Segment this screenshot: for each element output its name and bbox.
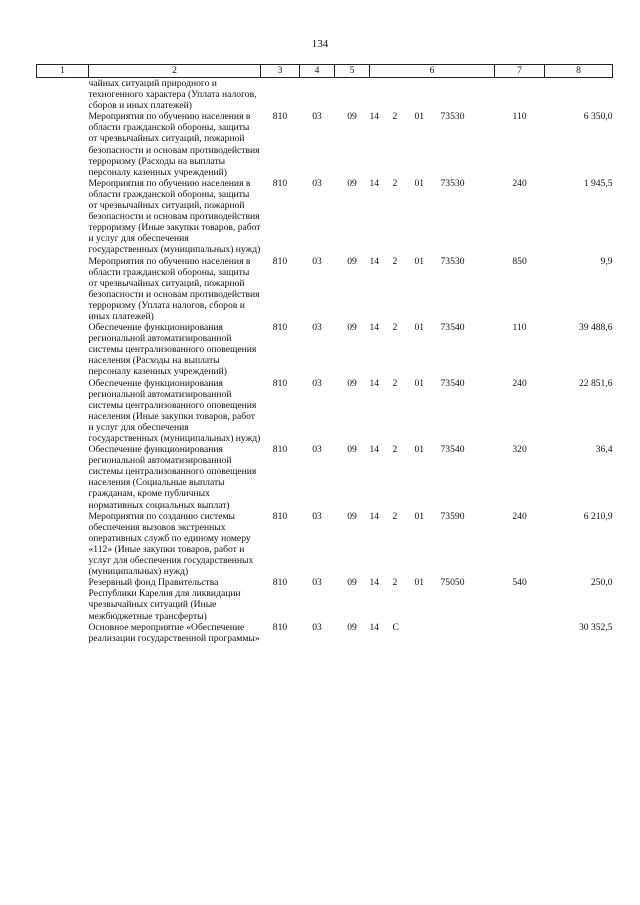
amount: 6 210,9 [583,510,613,522]
ministry-code: 810 [272,177,288,189]
section-code [300,78,335,112]
amount: 30 352,5 [578,621,613,633]
col-header-1: 1 [37,65,89,78]
row-description: Обеспечение функционирования региональной автоматизированной системы централизованного оповещения населения (Иные закупки товаров, работ и услуг для обеспечения государственных (муниципальных) нужд) [88,377,261,444]
table-row [37,78,613,112]
ministry-code [261,78,300,112]
table-body [37,78,613,644]
direction-code [441,78,495,112]
ministry-code: 810 [272,510,288,522]
direction-code: 73540 [440,377,465,389]
direction-code: 73590 [440,510,465,522]
row-description: Основное мероприятие «Обеспечение реализации государственной программы» [88,621,260,644]
table-row [37,256,613,323]
ministry-code: 810 [272,577,288,589]
subprogram-code [393,78,415,112]
section-code: 03 [312,377,322,389]
table-row [37,322,613,377]
expense-type-code: 110 [512,111,527,123]
amount: 22 851,6 [578,377,613,389]
subsection-code: 09 [347,621,357,633]
budget-table [36,64,613,644]
direction-code: 73540 [440,444,465,456]
expense-type-code: 850 [512,255,527,267]
direction-code [441,622,495,644]
row-description: Мероприятия по обучению населения в области гражданской обороны, защиты от чрезвычайных ситуаций, пожарной безопасности и основам противодействия терроризму (Уплата налогов, сборов и иных платежей) [88,255,260,322]
section-code: 03 [312,322,322,334]
subprogram-code: 2 [392,577,398,589]
row-description: чайных ситуаций природного и техногенного характера (Уплата налогов, сборов и иных платежей) [88,78,257,112]
subprogram-code: 2 [392,111,398,123]
amount: 9,9 [600,255,613,267]
row-description: Мероприятия по обучению населения в области гражданской обороны, защиты от чрезвычайных ситуаций, пожарной безопасности и основам противодействия терроризму (Расходы на выплаты персоналу казенных учреждений) [88,111,260,178]
table-row [37,577,613,621]
section-code: 03 [312,444,322,456]
subprogram-code: 2 [392,322,398,334]
program-code: 14 [369,255,380,267]
amount [545,78,613,112]
table-row [37,178,613,256]
subsection-code: 09 [347,377,357,389]
subsection-code [335,78,370,112]
program-code [370,78,393,112]
event-code: 01 [414,322,425,334]
subsection-code: 09 [347,177,357,189]
col-header-4: 4 [300,65,335,78]
direction-code: 73530 [440,255,465,267]
subsection-code: 09 [347,444,357,456]
row-description: Обеспечение функционирования региональной автоматизированной системы централизованного оповещения населения (Социальные выплаты гражданам, кроме публичных нормативных социальных выплат) [88,444,257,511]
subprogram-code: 2 [392,444,398,456]
program-code: 14 [369,322,380,334]
event-code: 01 [414,510,425,522]
col-header-2: 2 [89,65,261,78]
subprogram-code: 2 [392,377,398,389]
col-header-3: 3 [261,65,300,78]
ministry-code: 810 [272,322,288,334]
col-header-8: 8 [545,65,613,78]
col-header-7: 7 [495,65,545,78]
table-row [37,511,613,578]
direction-code: 73540 [440,322,465,334]
program-code: 14 [369,377,380,389]
expense-type-code: 540 [512,577,527,589]
subprogram-code: С [392,621,399,633]
subsection-code: 09 [347,255,357,267]
event-code: 01 [414,377,425,389]
expense-type-code: 240 [512,177,527,189]
ministry-code: 810 [272,444,288,456]
direction-code: 73530 [440,111,465,123]
expense-type-code [495,622,545,644]
expense-type-code: 240 [512,510,527,522]
event-code [415,622,441,644]
amount: 39 488,6 [578,322,613,334]
program-code: 14 [369,177,380,189]
row-description: Обеспечение функционирования региональной автоматизированной системы централизованного оповещения населения (Расходы на выплаты персоналу казенных учреждений) [88,322,257,378]
subsection-code: 09 [347,510,357,522]
page-number: 134 [311,38,329,50]
section-code: 03 [312,621,322,633]
event-code: 01 [414,111,425,123]
event-code: 01 [414,255,425,267]
row-description: Мероприятия по созданию системы обеспечения вызовов экстренных оперативных служб по единому номеру «112» (Иные закупки товаров, работ и услуг для обеспечения государственных (муниципальных) нужд) [88,510,254,578]
ministry-code: 810 [272,377,288,389]
event-code: 01 [414,177,425,189]
subprogram-code: 2 [392,255,398,267]
program-code: 14 [369,444,380,456]
row-description: Мероприятия по обучению населения в области гражданской обороны, защиты от чрезвычайных ситуаций, пожарной безопасности и основам противодействия терроризму (Иные закупки товаров, работ и услуг для обеспечения государственных (муниципальных) нужд) [88,177,261,256]
expense-type-code [495,78,545,112]
subsection-code: 09 [347,322,357,334]
ministry-code: 810 [272,255,288,267]
ministry-code: 810 [272,621,288,633]
subsection-code: 09 [347,577,357,589]
section-code: 03 [312,577,322,589]
expense-type-code: 110 [512,322,527,334]
expense-type-code: 240 [512,377,527,389]
program-code: 14 [369,621,380,633]
table-row [37,378,613,445]
direction-code: 75050 [440,577,465,589]
program-code: 14 [369,577,380,589]
subprogram-code: 2 [392,177,398,189]
row-description: Резервный фонд Правительства Республики Карелия для ликвидации чрезвычайных ситуаций (Иные межбюджетные трансферты) [88,577,241,622]
direction-code: 73530 [440,177,465,189]
expense-type-code: 320 [512,444,527,456]
ministry-code: 810 [272,111,288,123]
amount: 6 350,0 [583,111,613,123]
amount: 250,0 [590,577,613,589]
event-code: 01 [414,577,425,589]
section-code: 03 [312,255,322,267]
subsection-code: 09 [347,111,357,123]
program-code: 14 [369,510,380,522]
section-code: 03 [312,510,322,522]
program-code: 14 [369,111,380,123]
amount: 36,4 [595,444,613,456]
table-row [37,622,613,644]
event-code: 01 [414,444,425,456]
amount: 1 945,5 [583,177,613,189]
section-code: 03 [312,111,322,123]
section-code: 03 [312,177,322,189]
header-row [37,65,613,78]
table-row [37,111,613,178]
col-header-5: 5 [335,65,370,78]
event-code [415,78,441,112]
col-header-6: 6 [370,65,495,78]
table-row [37,444,613,511]
subprogram-code: 2 [392,510,398,522]
